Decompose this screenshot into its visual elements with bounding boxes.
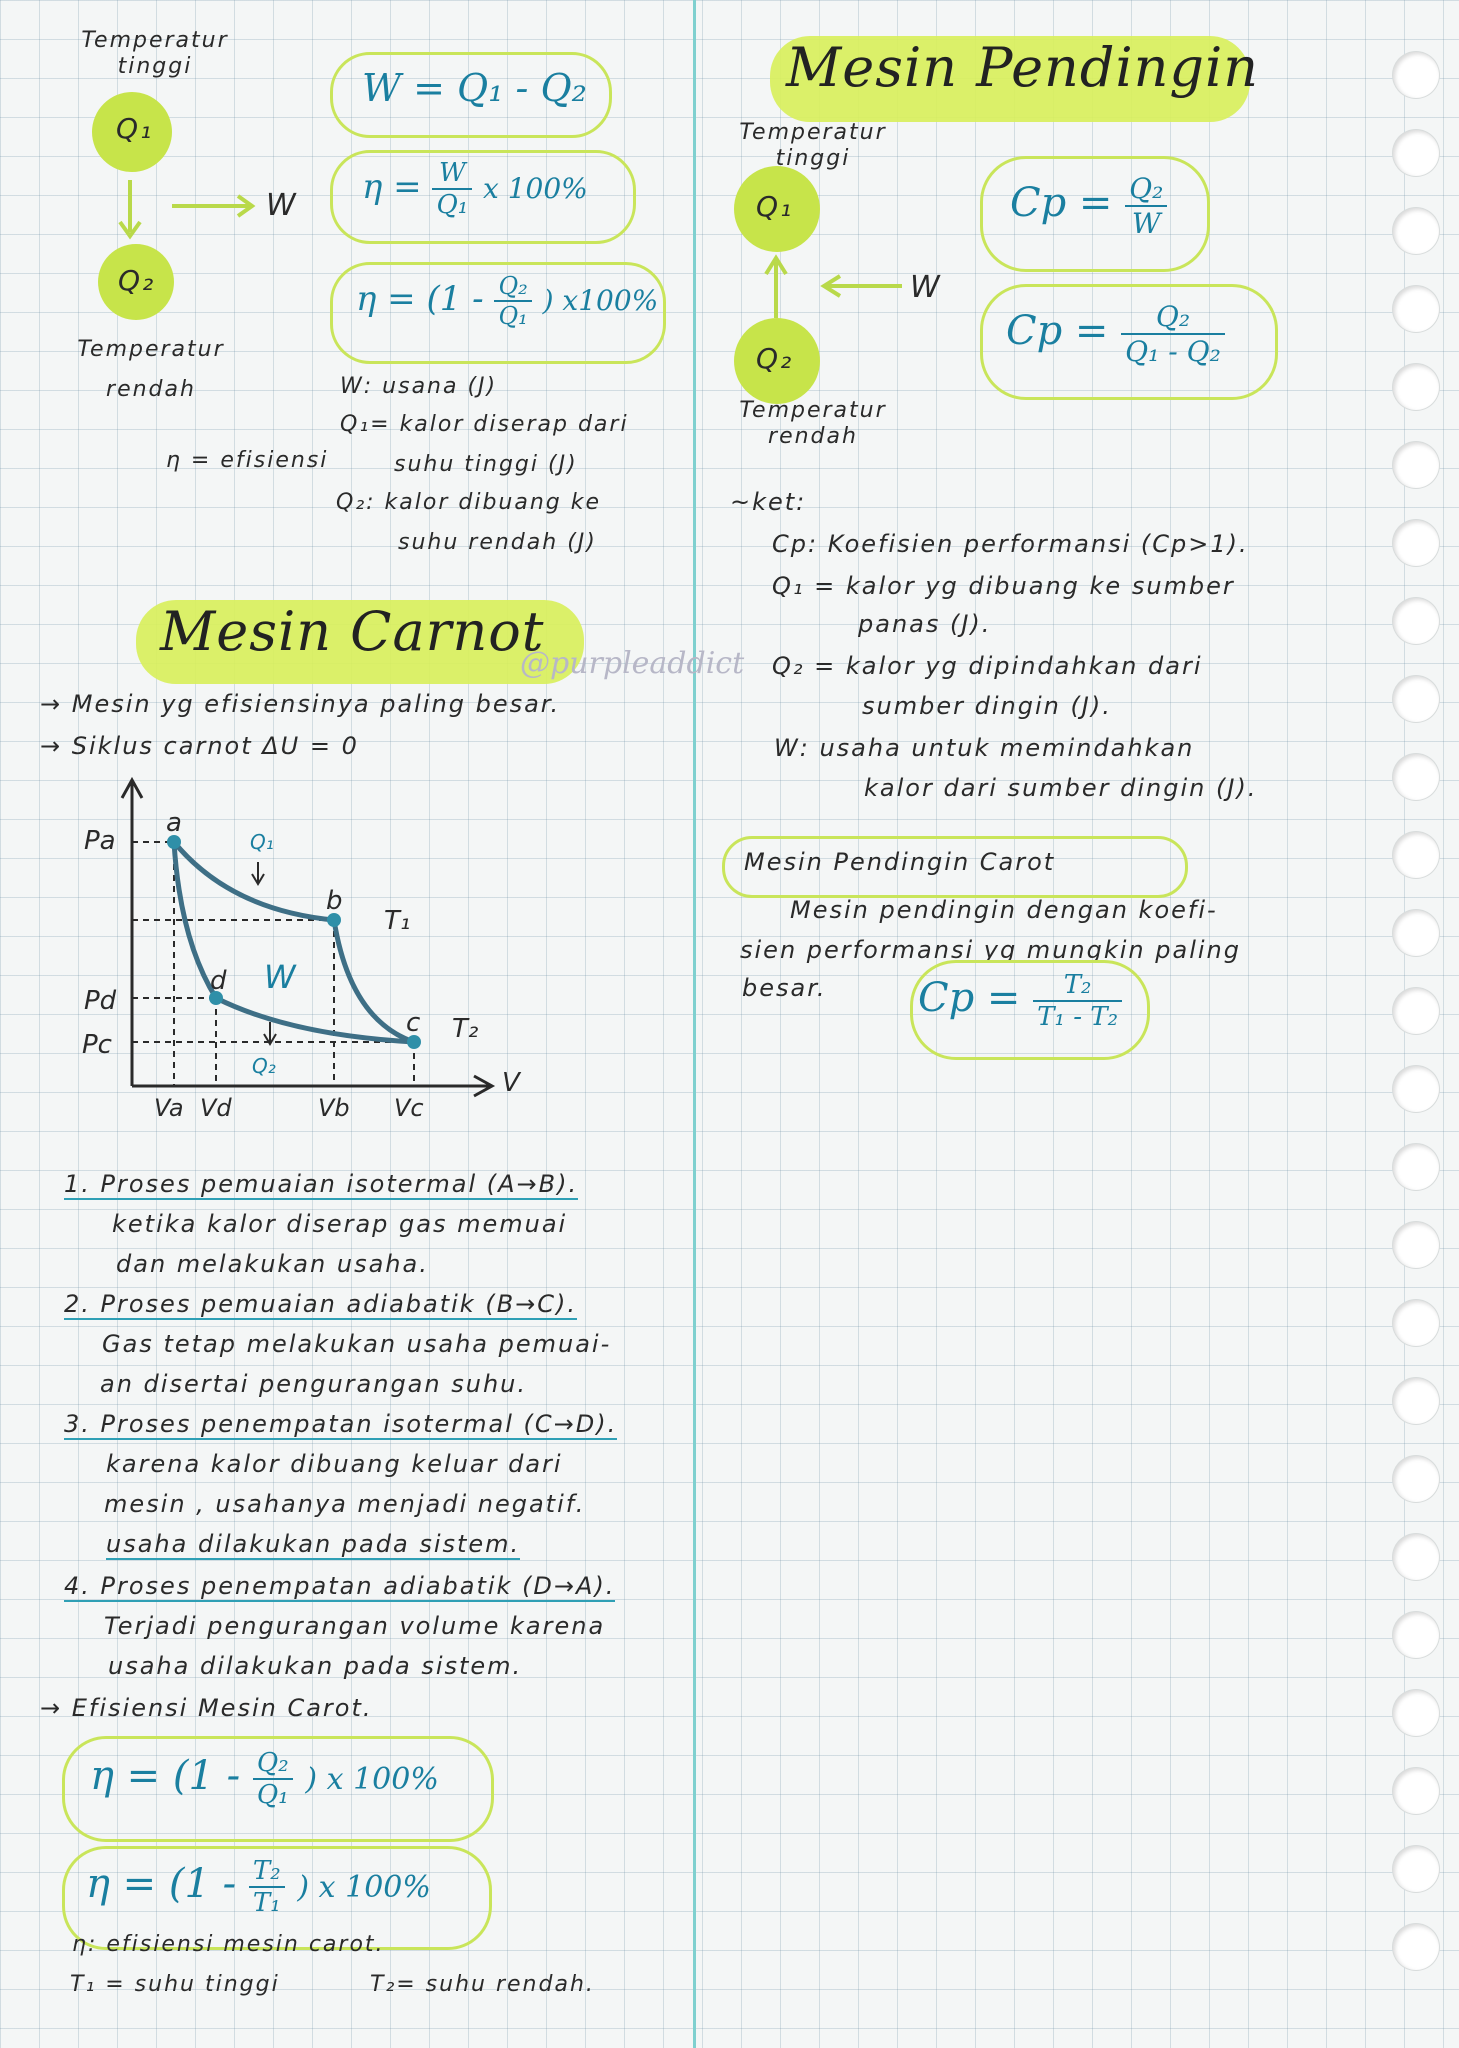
carnot-eff-t-rhs: ) x 100% (297, 1870, 431, 1905)
process-3-title: 3. Proses penempatan isotermal (C→D). (64, 1410, 618, 1438)
fridge-cp2-num: Q₂ (1121, 300, 1225, 335)
carnot-eff-q-lhs: η = (1 - (90, 1753, 241, 1799)
fridge-cp1-den: W (1131, 207, 1161, 240)
carot-fridge-line-2: sien performansi yg mungkin paling (740, 936, 1241, 964)
binder-hole (1393, 1066, 1439, 1112)
carnot-legend-t2: T₂= suhu rendah. (370, 1972, 595, 1997)
efficiency-q-lhs: η = (1 - (356, 279, 484, 319)
fridge-flow-arrows (752, 250, 912, 324)
carnot-eff-q-num: Q₂ (253, 1748, 293, 1780)
q2-label: Q₂ (118, 264, 156, 297)
binder-hole (1393, 1690, 1439, 1736)
pv-label-pc: Pc (82, 1030, 112, 1060)
process-4-title: 4. Proses penempatan adiabatik (D→A). (64, 1572, 616, 1600)
binder-hole (1393, 910, 1439, 956)
carnot-eff-t-num: T₂ (249, 1856, 285, 1888)
carnot-eff-t-den: T₁ (252, 1888, 281, 1918)
process-2-line-2: an disertai pengurangan suhu. (100, 1370, 527, 1398)
pv-label-t2: T₂ (452, 1014, 479, 1044)
process-2-title: 2. Proses pemuaian adiabatik (B→C). (64, 1290, 578, 1318)
fridge-cp2-den: Q₁ - Q₂ (1125, 335, 1221, 368)
def-q1-cont: suhu tinggi (J) (394, 452, 578, 477)
binder-hole (1393, 130, 1439, 176)
process-1-line-1: ketika kalor diserap gas memuai (112, 1210, 568, 1238)
process-3-line-3: usaha dilakukan pada sistem. (106, 1530, 521, 1558)
q1-label: Q₁ (116, 112, 154, 145)
binder-hole (1393, 1924, 1439, 1970)
watermark: @purpleaddict (520, 646, 745, 681)
cold-reservoir-label: Temperatur rendah (77, 337, 225, 402)
carot-fridge-title: Mesin Pendingin Carot (744, 848, 1056, 876)
fridge-def-q2: Q₂ = kalor yg dipindahkan dari (772, 652, 1203, 680)
binder-hole (1393, 988, 1439, 1034)
carot-cp-num: T₂ (1033, 970, 1122, 1002)
pv-label-q2: Q₂ (252, 1054, 276, 1078)
binder-hole (1393, 1300, 1439, 1346)
efficiency-q-den: Q₁ (498, 302, 528, 330)
carot-fridge-line-3: besar. (742, 974, 827, 1002)
fridge-hot-label: Temperatur tinggi (739, 120, 887, 171)
fridge-cp-formula-2 (1006, 300, 1225, 368)
efficiency-den: Q₁ (436, 190, 469, 220)
carnot-legend-t1: T₁ = suhu tinggi (70, 1972, 280, 1997)
carot-fridge-formula (918, 970, 1122, 1032)
pv-axis-v: V (502, 1068, 520, 1098)
fridge-cp2-lhs: Cp = (1006, 308, 1109, 354)
carot-cp-den: T₁ - T₂ (1037, 1002, 1119, 1032)
pv-point-a: a (166, 808, 182, 838)
process-4-line-2: usaha dilakukan pada sistem. (108, 1652, 523, 1680)
fridge-def-w-cont: kalor dari sumber dingin (J). (864, 774, 1258, 802)
fridge-def-cp: Cp: Koefisien performansi (Cp>1). (772, 530, 1249, 558)
process-2-line-1: Gas tetap melakukan usaha pemuai- (102, 1330, 612, 1358)
binder-hole (1393, 1534, 1439, 1580)
efficiency-q-rhs: ) x100% (542, 284, 659, 317)
fridge-work-label: W (910, 270, 942, 305)
carnot-title: Mesin Carnot (160, 600, 545, 663)
pv-label-t1: T₁ (384, 906, 411, 936)
efficiency-def: η = efisiensi (166, 448, 329, 473)
pv-label-pa: Pa (84, 826, 116, 856)
pv-label-vb: Vb (318, 1094, 350, 1122)
hot-reservoir-label: Temperatur tinggi (81, 28, 229, 79)
binder-hole (1393, 754, 1439, 800)
binder-hole (1393, 832, 1439, 878)
carnot-efficiency-heading: → Efisiensi Mesin Carot. (40, 1694, 373, 1722)
pv-point-c: c (406, 1008, 421, 1038)
pv-label-vd: Vd (200, 1094, 232, 1122)
pv-label-pd: Pd (84, 986, 117, 1016)
fridge-cp1-num: Q₂ (1125, 172, 1167, 207)
fridge-cp1-lhs: Cp = (1010, 180, 1113, 226)
efficiency-q-formula (356, 272, 658, 330)
def-q2: Q₂: kalor dibuang ke (336, 490, 602, 515)
carnot-eff-q-rhs: ) x 100% (305, 1762, 439, 1797)
pv-label-w: W (264, 958, 296, 996)
def-q2-cont: suhu rendah (J) (398, 530, 597, 555)
carot-fridge-line-1: Mesin pendingin dengan koefi- (790, 896, 1218, 924)
binder-hole (1393, 442, 1439, 488)
process-4-line-1: Terjadi pengurangan volume karena (104, 1612, 606, 1640)
binder-hole (1393, 1846, 1439, 1892)
fridge-ket: ~ket: (730, 488, 807, 516)
process-3-line-1: karena kalor dibuang keluar dari (106, 1450, 563, 1478)
pv-label-q1: Q₁ (250, 830, 274, 854)
binder-hole (1393, 1612, 1439, 1658)
work-formula: W = Q₁ - Q₂ (362, 66, 587, 110)
margin-line (693, 0, 696, 2048)
fridge-def-w: W: usaha untuk memindahkan (774, 734, 1195, 762)
efficiency-num: W (432, 158, 472, 190)
carnot-efficiency-t-formula (86, 1856, 431, 1918)
fridge-q1-label: Q₁ (756, 190, 794, 223)
binder-hole (1393, 520, 1439, 566)
fridge-def-q1-cont: panas (J). (858, 610, 992, 638)
binder-hole (1393, 676, 1439, 722)
carnot-efficiency-q-formula (90, 1748, 439, 1810)
carnot-eff-q-den: Q₁ (256, 1780, 289, 1810)
fridge-cp-formula-1 (1010, 172, 1167, 240)
carnot-eff-t-lhs: η = (1 - (86, 1861, 237, 1907)
binder-hole (1393, 1378, 1439, 1424)
binder-hole (1393, 1768, 1439, 1814)
binder-hole (1393, 1144, 1439, 1190)
efficiency-formula (362, 158, 588, 220)
efficiency-rhs: x 100% (483, 172, 588, 205)
pv-point-d: d (210, 966, 227, 996)
fridge-def-q1: Q₁ = kalor yg dibuang ke sumber (772, 572, 1235, 600)
fridge-cold-label: Temperatur rendah (739, 398, 887, 449)
binder-hole (1393, 598, 1439, 644)
process-1-line-2: dan melakukan usaha. (116, 1250, 429, 1278)
process-3-line-2: mesin , usahanya menjadi negatif. (104, 1490, 586, 1518)
binder-hole (1393, 52, 1439, 98)
process-1-title: 1. Proses pemuaian isotermal (A→B). (64, 1170, 579, 1198)
binder-hole (1393, 286, 1439, 332)
carnot-pv-diagram (70, 770, 510, 1120)
binder-hole (1393, 1222, 1439, 1268)
carnot-bullet-2: → Siklus carnot ΔU = 0 (40, 732, 359, 760)
carnot-legend-eta: η: efisiensi mesin carot. (72, 1932, 385, 1957)
binder-hole (1393, 1456, 1439, 1502)
binder-hole (1393, 364, 1439, 410)
pv-point-b: b (326, 886, 343, 916)
binder-hole (1393, 208, 1439, 254)
carot-cp-lhs: Cp = (918, 975, 1021, 1021)
fridge-def-q2-cont: sumber dingin (J). (862, 692, 1112, 720)
carnot-bullet-1: → Mesin yg efisiensinya paling besar. (40, 690, 561, 718)
pv-label-vc: Vc (394, 1094, 424, 1122)
efficiency-lhs: η = (362, 167, 422, 207)
fridge-q2-label: Q₂ (756, 342, 794, 375)
efficiency-q-num: Q₂ (494, 272, 531, 302)
fridge-title: Mesin Pendingin (786, 36, 1260, 99)
pv-label-va: Va (154, 1094, 184, 1122)
def-q1: Q₁= kalor diserap dari (340, 412, 629, 437)
def-work: W: usana (J) (340, 374, 498, 399)
work-label: W (266, 188, 298, 223)
